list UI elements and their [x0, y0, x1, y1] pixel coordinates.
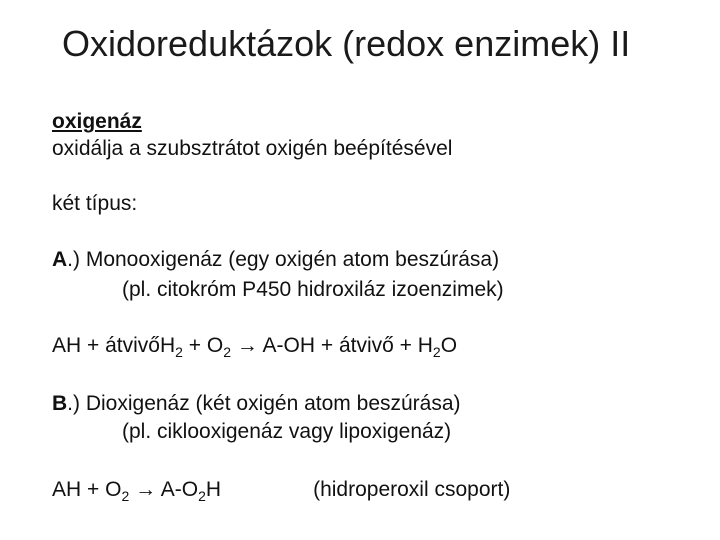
equation-b-note: (hidroperoxil csoport)	[313, 478, 511, 501]
type-a-letter: A	[52, 248, 68, 271]
description-line: oxidálja a szubsztrátot oxigén beépítésével	[52, 137, 453, 160]
equation-b-subscript: 2	[121, 488, 130, 504]
equation-a-part: AH + átvivőH	[52, 334, 176, 357]
equation-a	[52, 332, 457, 360]
equation-a-part: → A-OH + átvivő + H	[231, 334, 433, 357]
equation-a-subscript: 2	[223, 344, 232, 360]
heading-oxigenaz: oxigenáz	[52, 110, 142, 133]
equation-a-subscript: 2	[432, 344, 441, 360]
equation-b	[52, 476, 510, 504]
equation-b-subscript: 2	[198, 488, 206, 504]
equation-a-part: + O	[182, 334, 224, 357]
equation-b-part: AH + O	[52, 478, 122, 501]
types-label: két típus:	[52, 192, 138, 215]
type-a-text: .) Monooxigenáz (egy oxigén atom beszúrása)	[67, 248, 500, 271]
type-b-line	[52, 390, 461, 418]
type-b-letter: B	[52, 392, 68, 415]
type-b-example: (pl. ciklooxigenáz vagy lipoxigenáz)	[122, 420, 452, 443]
slide-title: Oxidoreduktázok (redox enzimek) II	[62, 23, 631, 64]
type-b-text: .) Dioxigenáz (két oxigén atom beszúrása)	[67, 392, 461, 415]
equation-a-part: O	[440, 334, 458, 357]
type-a-line	[52, 246, 499, 274]
equation-b-part: H	[205, 478, 222, 501]
equation-b-part: → A-O	[129, 478, 199, 501]
type-a-example: (pl. citokróm P450 hidroxiláz izoenzimek)	[122, 278, 504, 301]
equation-a-subscript: 2	[175, 344, 183, 360]
